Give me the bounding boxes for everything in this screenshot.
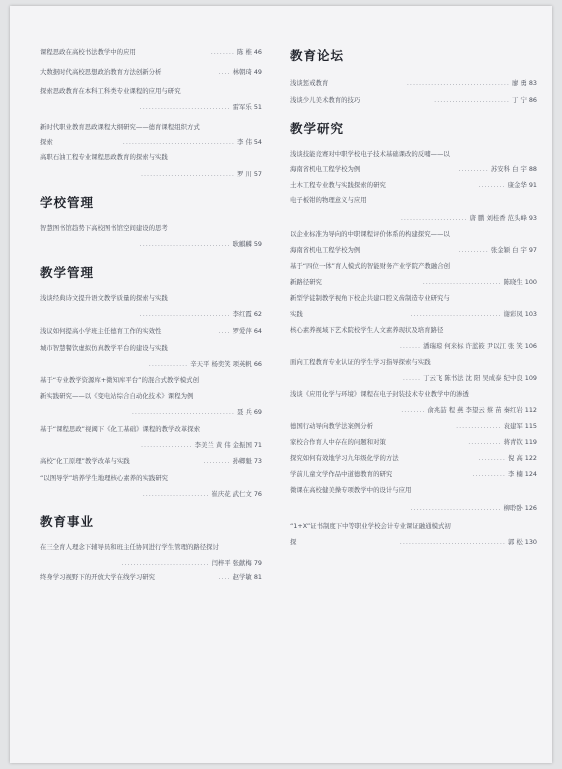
entry-title: 浅谈少儿美术教育的技巧 [290,96,361,104]
entry-author: .............................. 耿麒麟 59 [139,240,262,248]
entry-author: ..................................... 李 伟 54 [122,138,262,146]
entry-title: 基于“四位一体”育人模式的智能财务产业学院产教融合创 [290,262,450,270]
entry-author: .................................. 聂 兵 69 [131,408,262,416]
entry-title: 家校合作育人中存在的问题和对策 [290,438,386,446]
entry-author: .... 罗爱萍 64 [218,327,262,335]
entry-title: 浅谈《应用化学与环境》课程在电子封装技术专业教学中的渗透 [290,390,469,398]
entry-author: .................................. 廖 勇 83 [406,79,537,87]
entry-title: 浅议如何提高小学班主任德育工作的实效性 [40,327,162,335]
entry-title-cont: 新实践研究——以《变电站综合自动化技术》课程为例 [40,392,194,400]
section-heading: 教学研究 [290,121,345,136]
entry-title-cont: 海南省机电工程学校为例 [290,165,361,173]
entry-title: 学前儿童文学作品中道德教育的研究 [290,470,393,478]
section-heading: 教育论坛 [290,48,345,63]
entry-author: ...................... 唐 鹏 刘桂香 范头峰 93 [400,214,537,222]
entry-title: 探究如何有效地学习九年级化学的方法 [290,454,399,462]
entry-title-cont: 实践 [290,310,303,318]
entry-title: 高校“化工原理”教学改革与实践 [40,457,130,465]
entry-title: 微课在高校健美操专项教学中的设计与应用 [290,486,412,494]
entry-title: 课程思政在高校书法教学中的应用 [40,48,136,56]
entry-author: .......... 苏安科 白 宇 88 [458,165,537,173]
entry-author: ......... 孙卿魁 73 [203,457,262,465]
entry-title-cont: 海南省机电工程学校为例 [290,246,361,254]
entry-title: 电子板钳的物理意义与应用 [290,196,367,204]
entry-author: .... 赵学敏 81 [218,573,262,581]
entry-title-cont: 探索 [40,138,53,146]
entry-author: ............................... 罗 川 57 [140,170,262,178]
entry-author: .......... 张金颖 白 宇 97 [458,246,537,254]
entry-author: .............................. 雷军乐 51 [139,103,262,111]
section-heading: 教学管理 [40,265,95,280]
entry-author: .... 林朝琦 49 [218,68,262,76]
entry-author: .............................. 柳聆卧 126 [410,504,537,512]
entry-title-cont: 探 [290,538,297,546]
entry-author: ........ 陈 椎 46 [210,48,262,56]
entry-title: “以图导学”培养学生地理核心素养的实践研究 [40,474,169,482]
entry-title: 基于“专业教学资源库+微知库平台”的混合式教学模式创 [40,376,199,384]
entry-title: 面向工程教育专业认证的学生学习指导探索与实践 [290,358,431,366]
entry-title: 浅谈技能竞赛对中职学校电子技术基础课改的反哺——以 [290,150,450,158]
entry-author: ............. 辛天平 杨奕笑 项英帆 66 [148,360,262,368]
entry-author: ......................... 丁 宁 86 [434,96,537,104]
entry-title-cont: 新路径研究 [290,278,322,286]
entry-author: .............................. 李红霞 62 [139,310,262,318]
entry-title: 土木工程专业教与实践探索的研究 [290,181,386,189]
entry-title: 大数据时代高校思想政治教育方法创新分析 [40,68,162,76]
entry-title: 德国行动导向教学法案例分析 [290,422,374,430]
entry-author: ....... 潘瑞琼 何来标 许蓝筱 尹以江 张 笑 106 [399,342,537,350]
entry-author: ........... 李 楠 124 [472,470,537,478]
entry-title: 新时代职业教育思政课程大纲研究——德育课程组织方式 [40,123,200,131]
entry-title: 终身学习视野下的开放大学在线学习研究 [40,573,156,581]
entry-author: ........ 俞兆喆 程 燕 李望云 蔡 苗 秦红岩 112 [401,406,537,414]
entry-title: 城市智慧餐饮虚拟仿真教学平台的建设与实践 [40,344,168,352]
entry-title: 探索思政教育在本科工科类专业课程的应用与研究 [40,87,181,95]
section-heading: 教育事业 [40,514,95,529]
section-heading: 学校管理 [40,195,95,210]
entry-title: 基于“课程思政”视阈下《化工基础》课程的教学改革探索 [40,425,200,433]
toc-page [10,6,552,763]
entry-title: 新型学徒制教学视角下校企共建口腔义齿制造专业研究与 [290,294,450,302]
entry-title: 浅谈惩戒教育 [290,79,329,87]
entry-title: 在三全育人理念下辅导员和班主任协同进行学生管理的路径探讨 [40,543,219,551]
entry-author: .......................... 陈晓生 100 [422,278,537,286]
entry-title: 浅谈经典诗文提升语文教学质量的探索与实践 [40,294,168,302]
entry-author: ...... 丁云飞 陈书法 沈 阳 吴成泰 纪中良 109 [402,374,537,382]
entry-author: ...................... 崔庆花 武仁文 76 [142,490,262,498]
entry-author: ........... 蒋青钦 119 [468,438,537,446]
entry-title: 以企业标准为导向的中职课程评价体系的构建探究——以 [290,230,450,238]
entry-author: ................................... 郭 松 130 [399,538,537,546]
entry-title: 高职石油工程专业课程思政教育的探索与实践 [40,153,168,161]
entry-author: ......... 康金华 91 [478,181,537,189]
entry-author: ............................. 闫梓平 张献梅 79 [121,559,262,567]
entry-author: ................. 李美兰 黄 伟 金振国 71 [141,441,262,449]
entry-title: “1+X”证书制度下中等职业学校会计专业课证融通模式初 [290,522,451,530]
entry-author: ......... 倪 高 122 [478,454,537,462]
entry-author: ............... 袁建军 115 [456,422,537,430]
entry-title: 智慧图书馆趋势下高校图书馆空间建设的思考 [40,224,168,232]
entry-title: 核心素养视域下艺术院校学生人文素养现状及培育路径 [290,326,444,334]
entry-author: .............................. 谢彩凤 103 [410,310,537,318]
